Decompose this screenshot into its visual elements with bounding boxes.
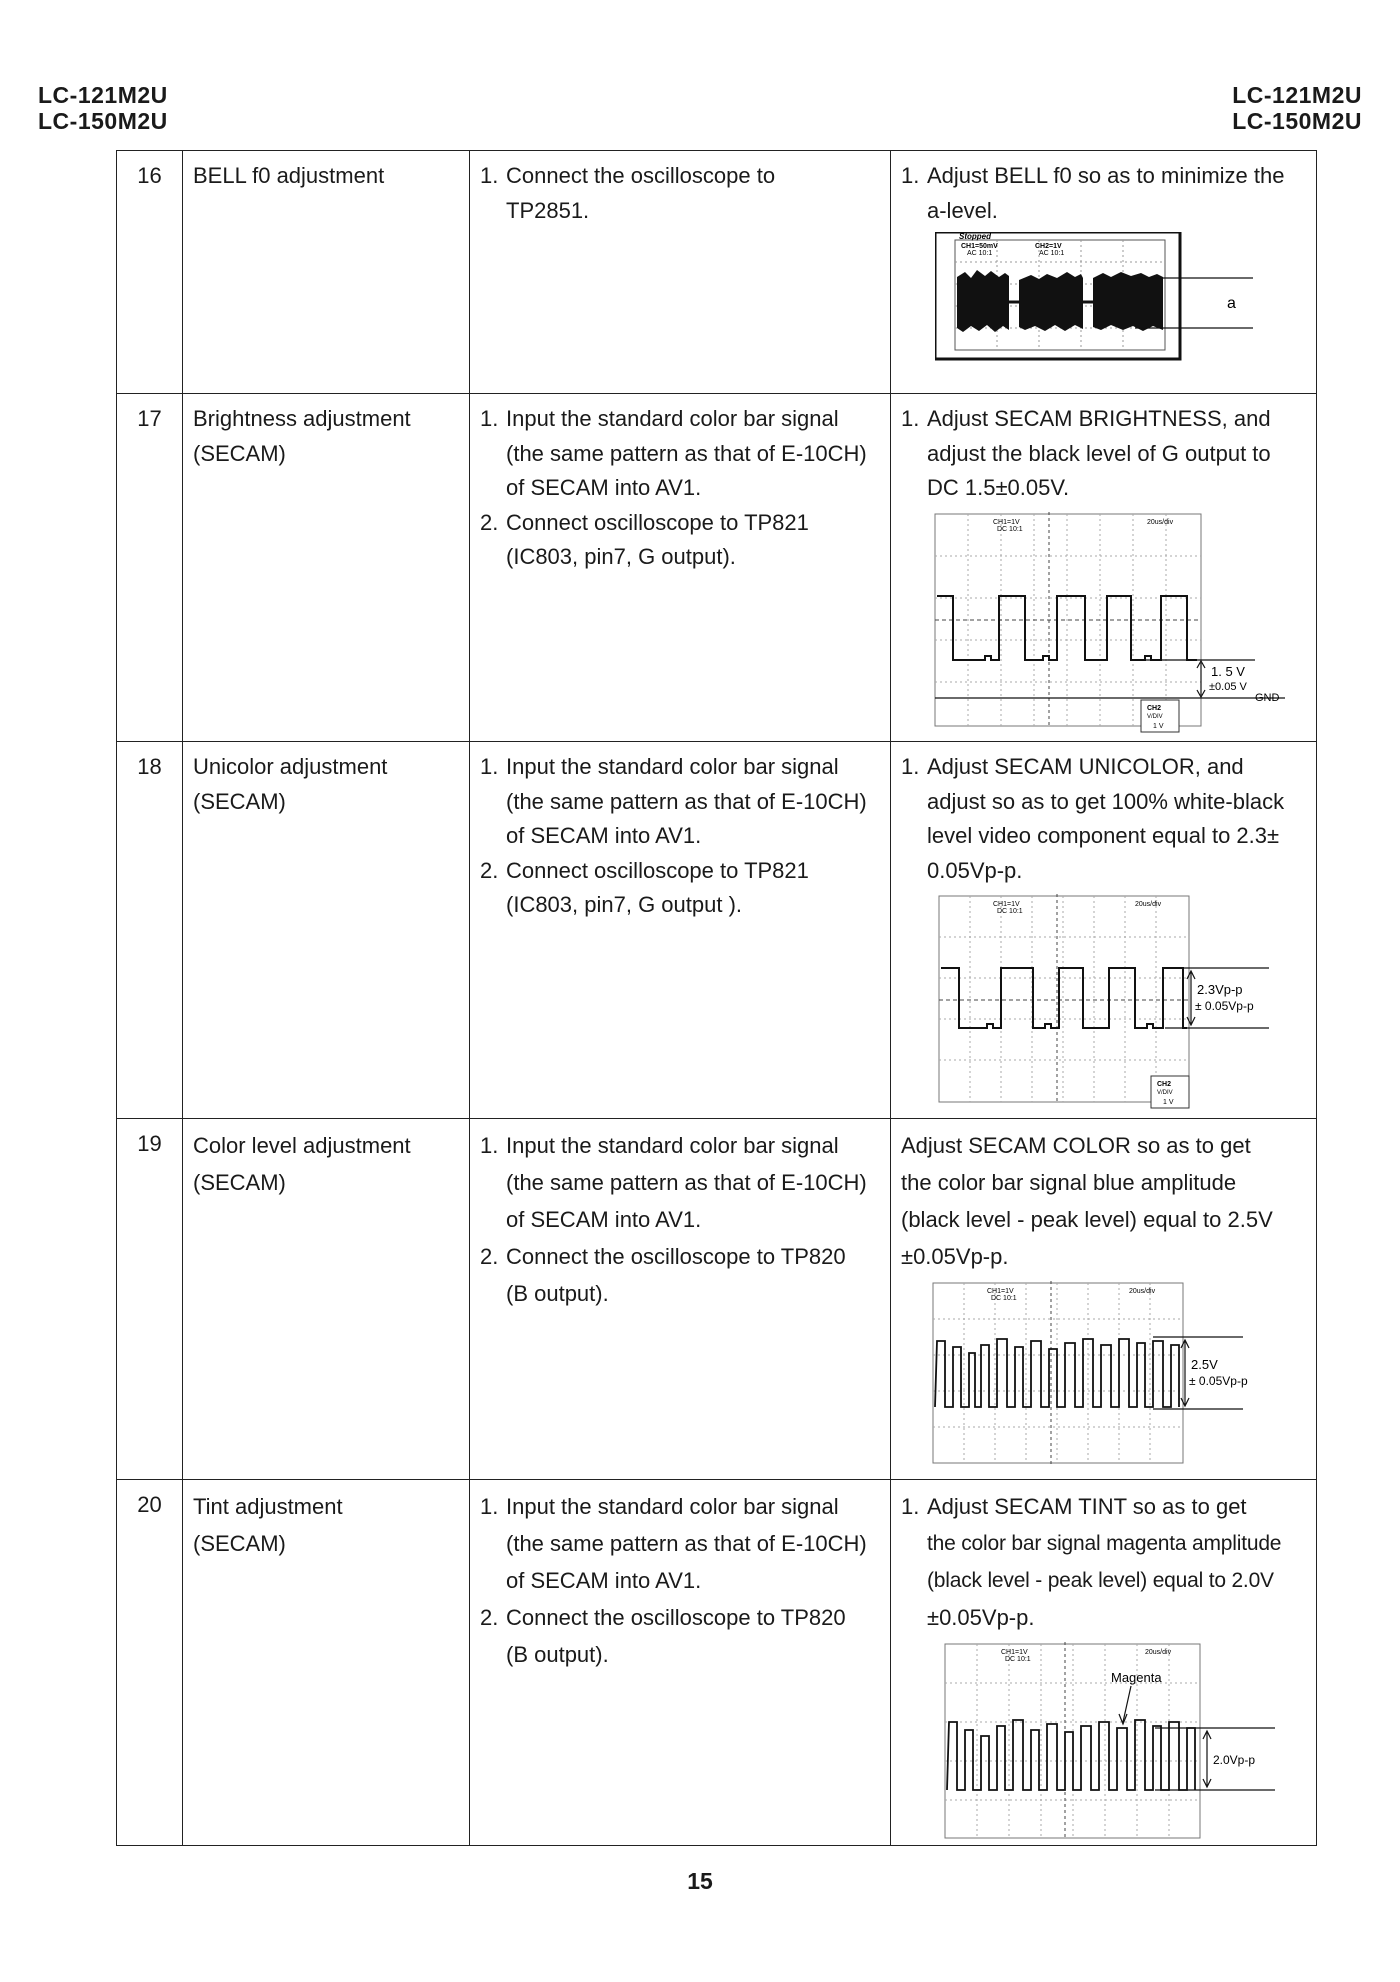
model-name: LC-121M2U <box>1232 82 1362 108</box>
procedure-cell <box>470 742 891 1119</box>
svg-text:1. 5 V: 1. 5 V <box>1211 663 1245 679</box>
svg-text:CH2=1V: CH2=1V <box>1035 243 1062 250</box>
oscilloscope-waveform-brightness <box>925 510 1305 735</box>
svg-text:20us/div: 20us/div <box>1145 1649 1172 1656</box>
procedure-cell <box>470 1480 891 1846</box>
procedure-step: 2. Connect the oscilloscope to TP820 (B output). <box>480 1605 846 1667</box>
item-line: BELL f0 adjustment <box>193 163 385 188</box>
svg-text:DC 10:1: DC 10:1 <box>997 908 1023 915</box>
header-model-left <box>38 82 168 134</box>
svg-text:GND: GND <box>1255 691 1280 704</box>
result-cell <box>891 742 1317 1119</box>
result-step: 1. Adjust SECAM UNICOLOR, and adjust so as to get 100% white-black level video component equal to 2.3± 0.05Vp-p. <box>901 754 1285 883</box>
svg-text:CH1=1V: CH1=1V <box>993 518 1020 526</box>
result-cell <box>891 151 1317 394</box>
model-name: LC-121M2U <box>38 82 168 108</box>
adjustment-table <box>116 150 1317 1846</box>
row-number: 19 <box>117 1119 183 1480</box>
svg-text:CH1=1V: CH1=1V <box>987 1288 1014 1295</box>
oscilloscope-waveform-unicolor <box>929 892 1309 1110</box>
procedure-step: 2. Connect the oscilloscope to TP820 (B output). <box>480 1244 846 1306</box>
svg-text:DC 10:1: DC 10:1 <box>997 525 1023 533</box>
svg-text:20us/div: 20us/div <box>1129 1288 1156 1295</box>
result-cell <box>891 1480 1317 1846</box>
oscilloscope-waveform-tint <box>935 1640 1315 1845</box>
table-row <box>117 1480 1317 1846</box>
result-cell <box>891 394 1317 742</box>
item-name <box>183 151 470 394</box>
result-step: 1. Adjust SECAM TINT so as to get the color bar signal magenta amplitude (black level - peak level) equal to 2.0V ±0.05Vp-p. <box>901 1494 1282 1630</box>
procedure-cell <box>470 1119 891 1480</box>
item-name: Tint adjustment (SECAM) <box>183 1480 470 1846</box>
svg-text:a: a <box>1227 295 1236 312</box>
page-number: 15 <box>687 1868 713 1894</box>
svg-text:±0.05 V: ±0.05 V <box>1209 680 1247 693</box>
svg-text:CH1=1V: CH1=1V <box>1001 1649 1028 1656</box>
svg-text:Magenta: Magenta <box>1111 1670 1162 1685</box>
svg-text:V/DIV: V/DIV <box>1157 1090 1173 1096</box>
svg-text:20us/div: 20us/div <box>1147 518 1174 526</box>
svg-text:CH1=1V: CH1=1V <box>993 901 1020 908</box>
procedure-step: 1. Connect the oscilloscope to TP2851. <box>480 163 776 223</box>
result-text: Adjust SECAM COLOR so as to get the color bar signal blue amplitude (black level - peak level) equal to 2.5V ±0.05Vp-p. <box>901 1133 1273 1269</box>
header-model-right <box>1232 82 1362 134</box>
oscilloscope-waveform-color-level <box>923 1279 1303 1469</box>
item-name: Brightness adjustment (SECAM) <box>183 394 470 742</box>
svg-text:CH1=50mV: CH1=50mV <box>961 243 998 250</box>
svg-text:± 0.05Vp-p: ± 0.05Vp-p <box>1195 999 1254 1013</box>
row-number: 16 <box>117 151 183 394</box>
svg-text:± 0.05Vp-p: ± 0.05Vp-p <box>1189 1374 1248 1388</box>
svg-text:CH2: CH2 <box>1157 1081 1172 1088</box>
svg-text:AC 10:1: AC 10:1 <box>967 250 993 257</box>
item-name: Unicolor adjustment (SECAM) <box>183 742 470 1119</box>
table-row <box>117 394 1317 742</box>
table-row <box>117 151 1317 394</box>
svg-text:CH2: CH2 <box>1147 704 1162 712</box>
procedure-step: 1. Input the standard color bar signal (the same pattern as that of E-10CH) of SECAM into AV1. <box>480 1494 867 1593</box>
result-step: 1. Adjust SECAM BRIGHTNESS, and adjust the black level of G output to DC 1.5±0.05V. <box>901 406 1271 500</box>
svg-text:2.0Vp-p: 2.0Vp-p <box>1213 1753 1256 1767</box>
procedure-cell <box>470 394 891 742</box>
procedure-step: 1. Input the standard color bar signal (the same pattern as that of E-10CH) of SECAM into AV1. <box>480 1133 867 1232</box>
item-name: Color level adjustment (SECAM) <box>183 1119 470 1480</box>
result-cell <box>891 1119 1317 1480</box>
svg-text:DC 10:1: DC 10:1 <box>991 1295 1017 1302</box>
svg-text:V/DIV: V/DIV <box>1147 713 1163 720</box>
result-step: 1. Adjust BELL f0 so as to minimize the a-level. <box>901 163 1285 223</box>
table-row <box>117 742 1317 1119</box>
svg-text:1 V: 1 V <box>1153 722 1164 730</box>
procedure-step: 1. Input the standard color bar signal (the same pattern as that of E-10CH) of SECAM into AV1. <box>480 754 867 848</box>
model-name: LC-150M2U <box>1232 108 1362 134</box>
oscilloscope-waveform-bell <box>935 232 1255 362</box>
row-number: 17 <box>117 394 183 742</box>
row-number: 20 <box>117 1480 183 1846</box>
row-number: 18 <box>117 742 183 1119</box>
model-name: LC-150M2U <box>38 108 168 134</box>
svg-text:20us/div: 20us/div <box>1135 901 1162 908</box>
procedure-cell <box>470 151 891 394</box>
procedure-step: 1. Input the standard color bar signal (the same pattern as that of E-10CH) of SECAM into AV1. <box>480 406 867 500</box>
procedure-step: 2. Connect oscilloscope to TP821 (IC803, pin7, G output). <box>480 509 809 569</box>
svg-text:AC 10:1: AC 10:1 <box>1039 250 1065 257</box>
svg-text:DC 10:1: DC 10:1 <box>1005 1656 1031 1663</box>
procedure-step: 2. Connect oscilloscope to TP821 (IC803, pin7, G output ). <box>480 857 809 917</box>
svg-text:1 V: 1 V <box>1163 1099 1174 1106</box>
svg-text:2.3Vp-p: 2.3Vp-p <box>1197 982 1243 997</box>
svg-text:2.5V: 2.5V <box>1191 1357 1218 1372</box>
table-row <box>117 1119 1317 1480</box>
svg-text:Stopped: Stopped <box>959 232 991 241</box>
